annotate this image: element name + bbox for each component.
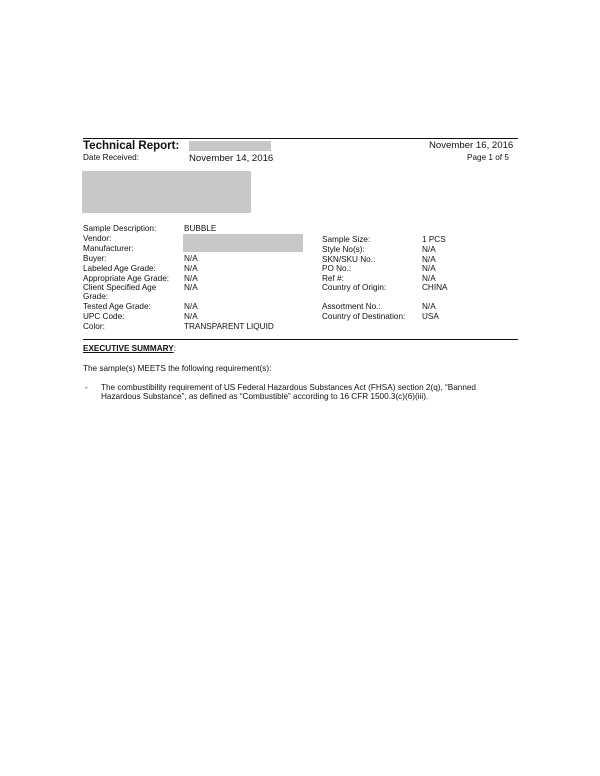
- requirement-line-1: The combustibility requirement of US Federal Hazardous Substances Act (FHSA) section 2(q), “Banned: [101, 383, 476, 392]
- skn-sku-label: SKN/SKU No.:: [322, 255, 376, 264]
- page-indicator: Page 1 of 5: [467, 153, 509, 162]
- executive-summary-heading-colon: :: [173, 344, 176, 353]
- section-rule: [83, 339, 518, 340]
- buyer-label: Buyer:: [83, 254, 107, 263]
- executive-summary-heading-text: EXECUTIVE SUMMARY: [83, 344, 174, 353]
- redacted-vendor-manufacturer: [183, 234, 303, 252]
- style-no-value: N/A: [422, 245, 436, 254]
- po-no-label: PO No.:: [322, 264, 352, 273]
- upc-code-value: N/A: [184, 312, 198, 321]
- date-received-label: Date Received:: [83, 153, 139, 162]
- labeled-age-grade-label: Labeled Age Grade:: [83, 264, 156, 273]
- buyer-value: N/A: [184, 254, 198, 263]
- header-rule: [83, 138, 518, 139]
- client-specified-age-value: N/A: [184, 283, 198, 292]
- appropriate-age-grade-value: N/A: [184, 274, 198, 283]
- redacted-report-number: [189, 141, 271, 151]
- skn-sku-value: N/A: [422, 255, 436, 264]
- labeled-age-grade-value: N/A: [184, 264, 198, 273]
- bullet-marker: -: [85, 383, 88, 392]
- color-value: TRANSPARENT LIQUID: [184, 322, 274, 331]
- manufacturer-label: Manufacturer:: [83, 244, 134, 253]
- report-title: Technical Report:: [83, 140, 180, 152]
- po-no-value: N/A: [422, 264, 436, 273]
- country-of-destination-label: Country of Destination:: [322, 312, 406, 321]
- ref-label: Ref #:: [322, 274, 344, 283]
- sample-description-label: Sample Description:: [83, 224, 157, 233]
- assortment-no-label: Assortment No.:: [322, 302, 381, 311]
- style-no-label: Style No(s):: [322, 245, 365, 254]
- client-specified-age-label: Client Specified Age: [83, 283, 157, 292]
- tested-age-grade-value: N/A: [184, 302, 198, 311]
- country-of-destination-value: USA: [422, 312, 439, 321]
- ref-value: N/A: [422, 274, 436, 283]
- color-label: Color:: [83, 322, 105, 331]
- sample-size-label: Sample Size:: [322, 235, 371, 244]
- country-of-origin-value: CHINA: [422, 283, 448, 292]
- upc-code-label: UPC Code:: [83, 312, 125, 321]
- assortment-no-value: N/A: [422, 302, 436, 311]
- vendor-label: Vendor:: [83, 234, 112, 243]
- requirement-line-2: Hazardous Substance”, as defined as “Combustible” according to 16 CFR 1500.3(c)(6)(iii).: [101, 392, 429, 401]
- appropriate-age-grade-label: Appropriate Age Grade:: [83, 274, 170, 283]
- executive-summary-heading: [83, 344, 176, 354]
- tested-age-grade-label: Tested Age Grade:: [83, 302, 151, 311]
- sample-size-value: 1 PCS: [422, 235, 446, 244]
- redacted-client-block: [82, 171, 251, 213]
- client-specified-age-label-line2: Grade:: [83, 292, 109, 301]
- country-of-origin-label: Country of Origin:: [322, 283, 387, 292]
- summary-intro: The sample(s) MEETS the following requirement(s):: [83, 364, 272, 373]
- report-date: November 16, 2016: [429, 140, 514, 151]
- date-received-value: November 14, 2016: [189, 153, 274, 164]
- sample-description-value: BUBBLE: [184, 224, 217, 233]
